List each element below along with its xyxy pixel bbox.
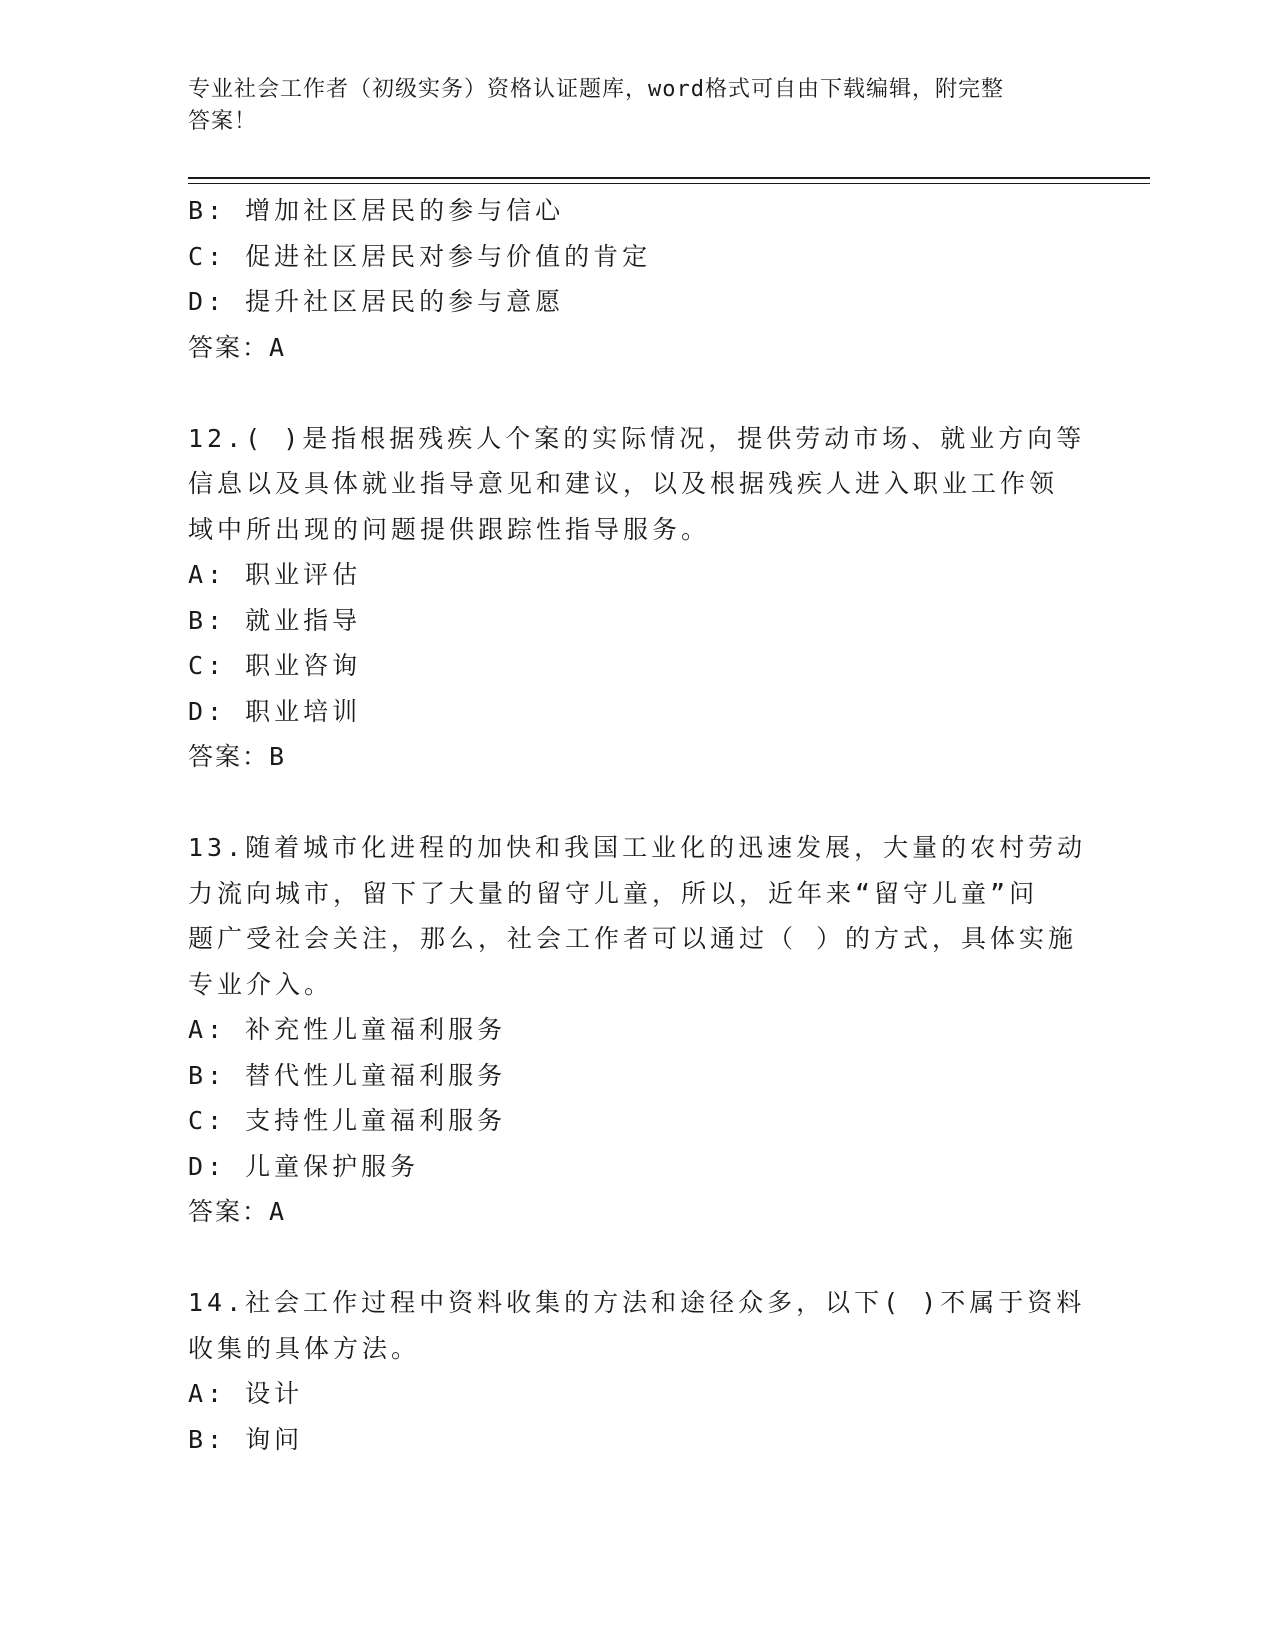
answer: 答案：A	[188, 332, 287, 362]
question-13	[188, 825, 1088, 1235]
question-stem-line: 专业介入。	[188, 969, 334, 999]
spacer	[188, 1235, 1088, 1281]
option-c: C: 职业咨询	[188, 651, 362, 680]
answer: 答案：B	[188, 742, 287, 771]
header-rule-thick	[188, 177, 1150, 179]
option-b: B: 就业指导	[188, 605, 362, 635]
question-stem-line: 收集的具体方法。	[188, 1333, 421, 1363]
spacer	[188, 370, 1088, 416]
answer: 答案：A	[188, 1197, 287, 1226]
question-list	[188, 188, 1088, 1462]
question-stem-line: 信息以及具体就业指导意见和建议，以及根据残疾人进入职业工作领	[188, 469, 1059, 498]
question-14	[188, 1280, 1088, 1462]
header-line-2: 答案！	[188, 109, 258, 134]
option-b: B: 增加社区居民的参与信心	[188, 196, 565, 225]
option-c: C: 促进社区居民对参与价值的肯定	[188, 241, 652, 271]
question-12	[188, 416, 1088, 780]
header-line-1: 专业社会工作者（初级实务）资格认证题库，word格式可自由下载编辑，附完整	[188, 77, 1004, 102]
option-c: C: 支持性儿童福利服务	[188, 1106, 507, 1135]
question-stem-line: 题广受社会关注，那么，社会工作者可以通过（ ）的方式，具体实施	[188, 924, 1078, 953]
document-header	[188, 74, 1088, 138]
option-a: A: 设计	[188, 1379, 304, 1408]
option-b: B: 询问	[188, 1424, 304, 1454]
question-stem-line: 域中所出现的问题提供跟踪性指导服务。	[188, 514, 711, 544]
option-d: D: 儿童保护服务	[188, 1151, 420, 1181]
question-stem-line: 力流向城市，留下了大量的留守儿童，所以，近年来“留守儿童”问	[188, 878, 1039, 908]
spacer	[188, 780, 1088, 826]
question-stem-line: 14.社会工作过程中资料收集的方法和途径众多，以下( )不属于资料	[188, 1288, 1086, 1317]
option-a: A: 补充性儿童福利服务	[188, 1015, 507, 1044]
option-a: A: 职业评估	[188, 560, 362, 589]
option-d: D: 职业培训	[188, 696, 362, 726]
question-prev	[188, 188, 1088, 370]
option-b: B: 替代性儿童福利服务	[188, 1060, 507, 1090]
option-d: D: 提升社区居民的参与意愿	[188, 287, 565, 316]
header-rule-thin	[188, 183, 1150, 184]
question-stem-line: 13.随着城市化进程的加快和我国工业化的迅速发展，大量的农村劳动	[188, 833, 1087, 862]
question-stem-line: 12.( )是指根据残疾人个案的实际情况，提供劳动市场、就业方向等	[188, 423, 1086, 453]
